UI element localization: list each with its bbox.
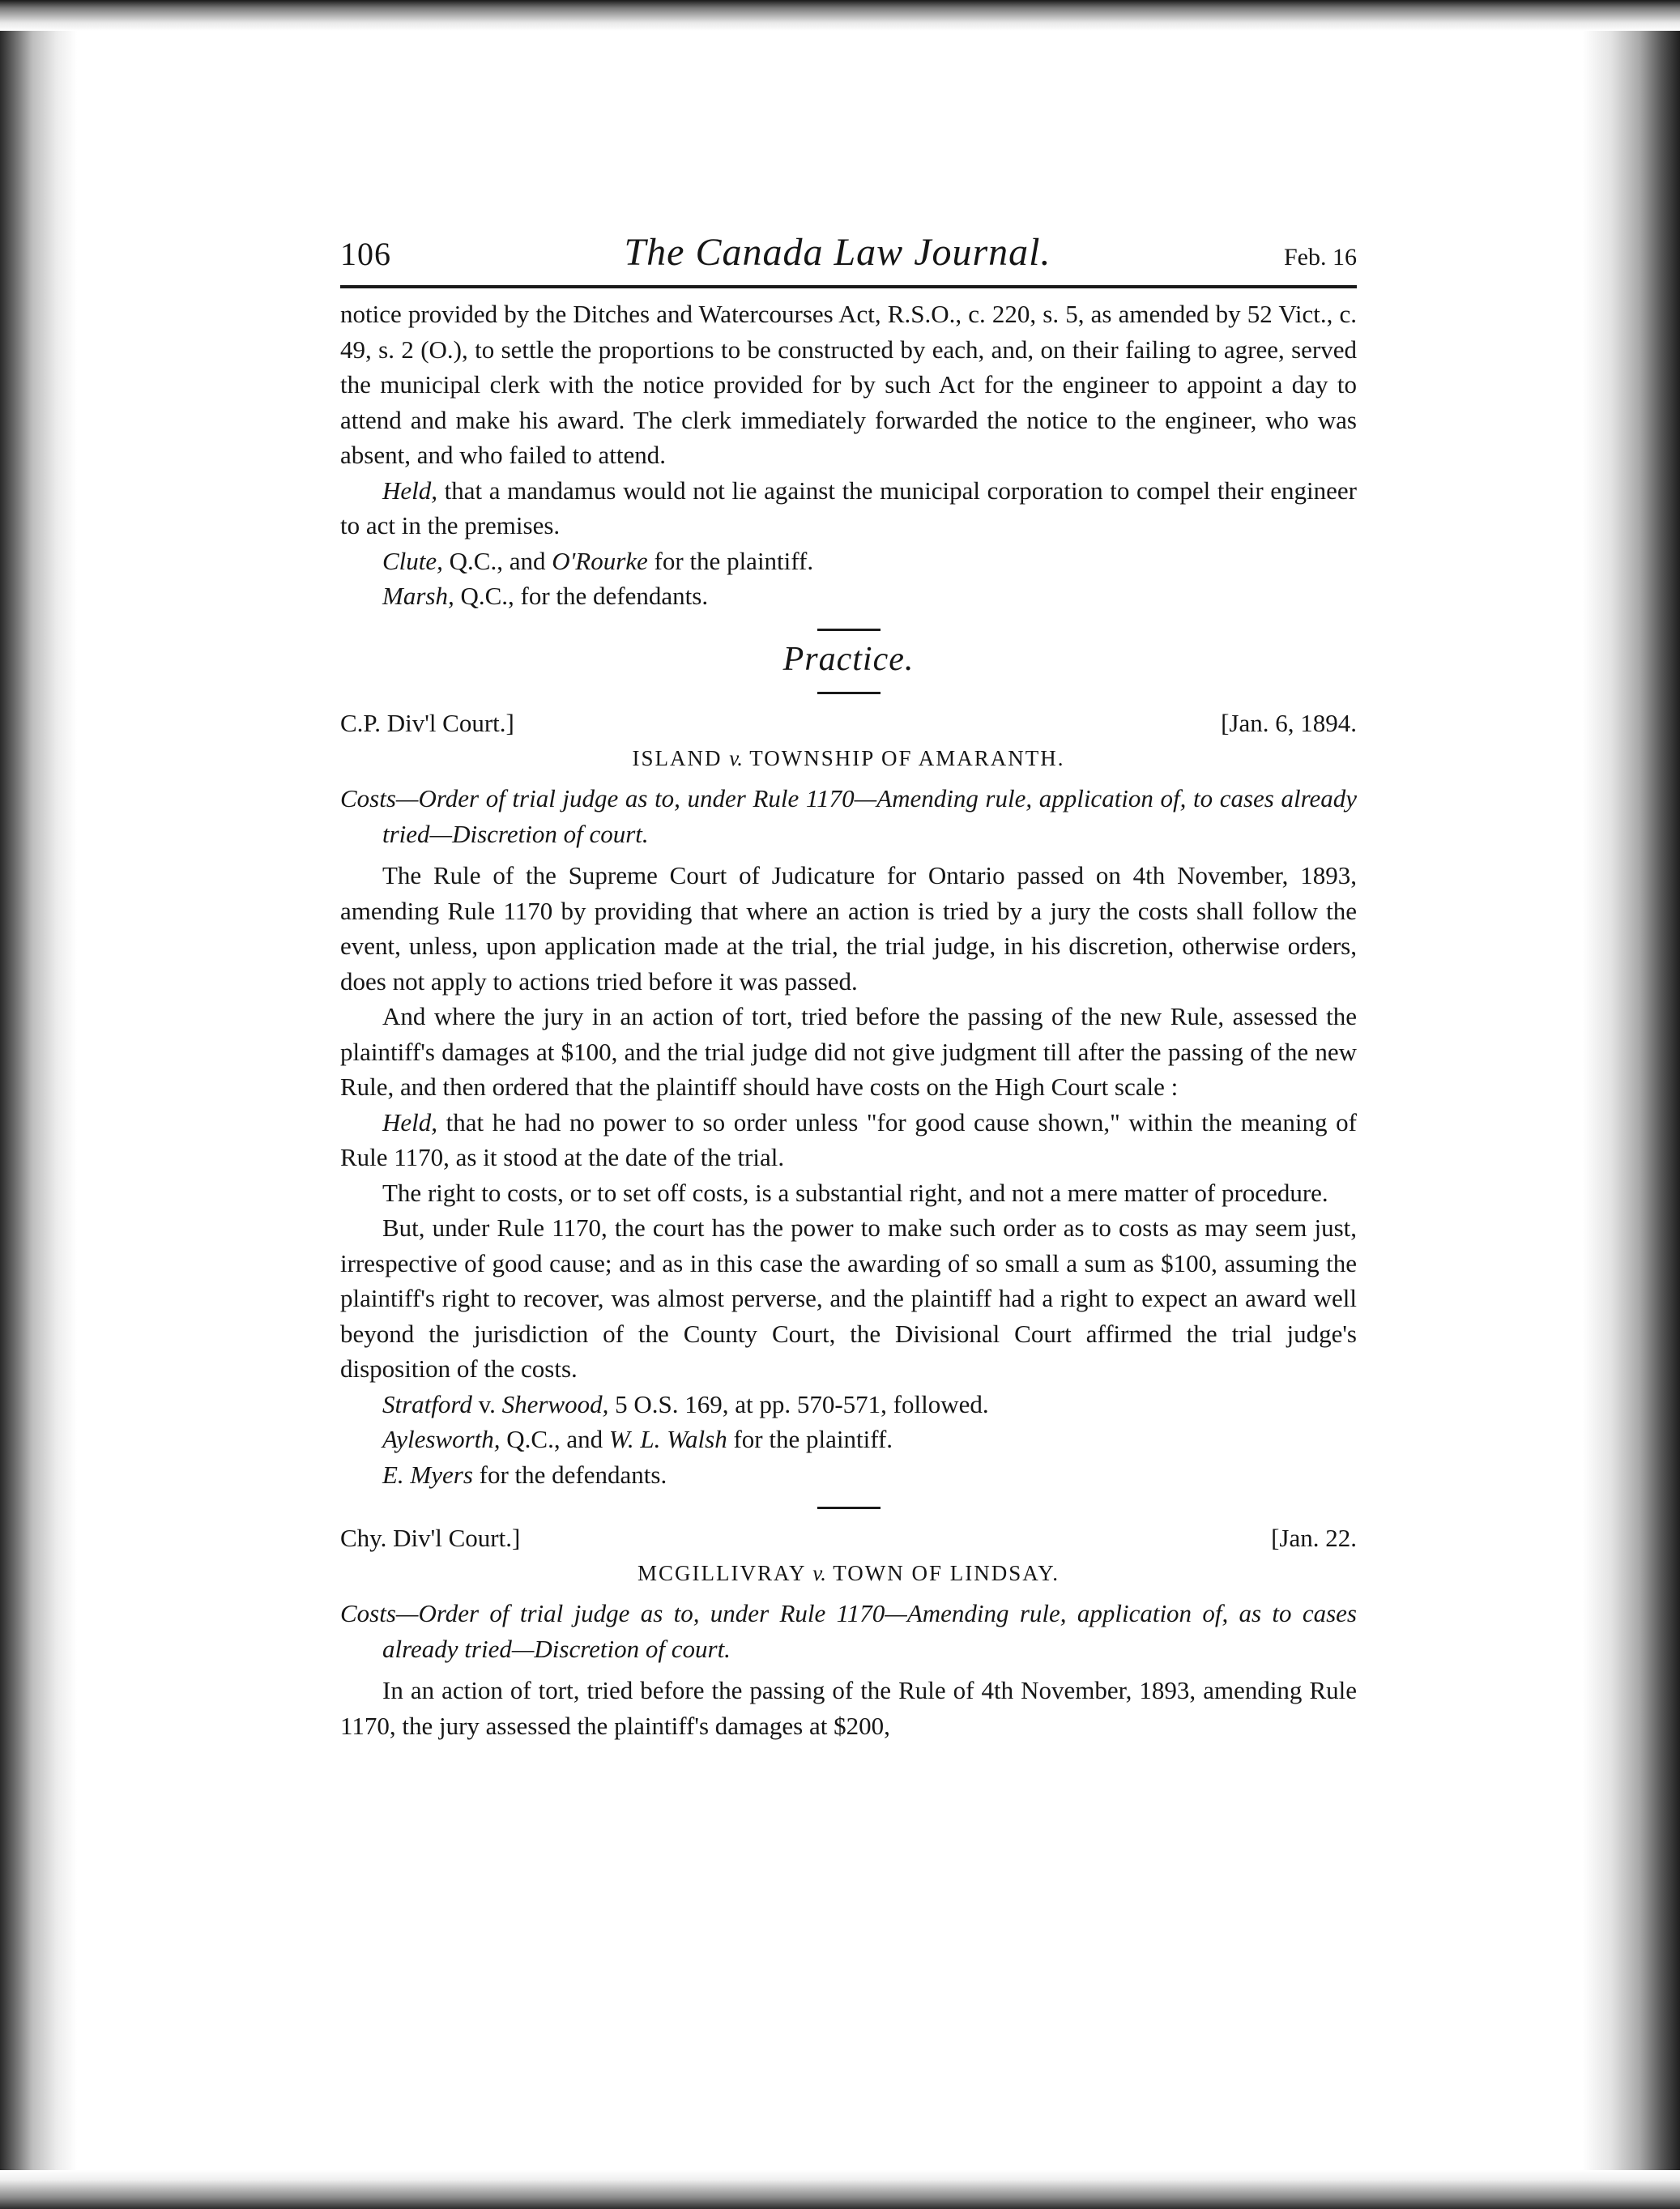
counsel-name: O'Rourke bbox=[552, 546, 648, 575]
case2-date: [Jan. 22. bbox=[1271, 1524, 1357, 1552]
held-label: Held, bbox=[382, 475, 438, 505]
journal-page bbox=[340, 231, 1357, 1743]
case2-paragraph: In an action of tort, tried before the passing of the Rule of 4th November, 1893, amending Rule 1170, the jury assessed the plaintiff's damages at $200, bbox=[340, 1676, 1357, 1740]
counsel-text: Q.C., and bbox=[442, 546, 552, 575]
counsel-text: Q.C., and bbox=[500, 1425, 609, 1453]
case2-court-line bbox=[340, 1520, 1357, 1556]
scan-shadow-left bbox=[0, 0, 77, 2209]
case1-counsel-defendants bbox=[340, 1457, 1357, 1493]
counsel-text: for the plaintiff. bbox=[647, 546, 814, 575]
counsel-name: Marsh, bbox=[382, 582, 454, 610]
citation-text: v. bbox=[471, 1389, 502, 1418]
case2-court: Chy. Div'l Court.] bbox=[340, 1524, 521, 1552]
counsel-name: Aylesworth, bbox=[382, 1425, 501, 1453]
party-name: ISLAND bbox=[632, 745, 723, 770]
case1-paragraph: The Rule of the Supreme Court of Judicature for Ontario passed on 4th November, 1893, amending Rule 1170 by providing that where an action is tried by a jury the costs shall follow the event, unless, upon application made at the trial, the trial judge, in his discretion, otherwise orders, does not apply to actions tried before it was passed. bbox=[340, 861, 1357, 996]
header-rule bbox=[340, 285, 1357, 288]
case1-paragraph: And where the jury in an action of tort, tried before the passing of the new Rule, assessed the plaintiff's damages at $100, and the trial judge did not give judgment till after the passing of the new Rule, and then ordered that the plaintiff should have costs on the High Court scale : bbox=[340, 1002, 1357, 1101]
counsel-text: for the defendants. bbox=[472, 1460, 667, 1489]
citation-party: Stratford bbox=[382, 1389, 472, 1418]
held-text: that a mandamus would not lie against the municipal corporation to compel their engineer to act in the premises. bbox=[340, 475, 1357, 539]
citation-text: 5 O.S. 169, at pp. 570-571, followed. bbox=[608, 1389, 989, 1418]
counsel-name: E. Myers bbox=[382, 1460, 473, 1489]
counsel-text: for the plaintiff. bbox=[727, 1425, 893, 1453]
scan-shadow-right bbox=[1583, 0, 1680, 2209]
scan-shadow-top bbox=[0, 0, 1680, 31]
counsel-plaintiff bbox=[340, 544, 1357, 579]
counsel-name: W. L. Walsh bbox=[608, 1425, 727, 1453]
case1-citation bbox=[340, 1387, 1357, 1422]
running-header bbox=[340, 231, 1357, 284]
case2-title bbox=[340, 1556, 1357, 1592]
section-separator bbox=[817, 629, 881, 631]
case1-paragraph: The right to costs, or to set off costs, is a substantial right, and not a mere matter of procedure. bbox=[382, 1178, 1328, 1207]
counsel-defendants bbox=[340, 578, 1357, 614]
case1-court: C.P. Div'l Court.] bbox=[340, 709, 514, 737]
case1-title bbox=[340, 741, 1357, 777]
held-label: Held, bbox=[382, 1107, 438, 1136]
section-separator bbox=[817, 692, 881, 694]
counsel-text: Q.C., for the defendants. bbox=[454, 582, 709, 610]
case1-court-line bbox=[340, 706, 1357, 741]
versus: v. bbox=[729, 745, 743, 770]
party-name: MCGILLIVRAY bbox=[637, 1560, 806, 1585]
case1-counsel-plaintiff bbox=[340, 1422, 1357, 1457]
header-date: Feb. 16 bbox=[1283, 244, 1357, 271]
counsel-name: Clute, bbox=[382, 546, 443, 575]
page-number: 106 bbox=[340, 236, 391, 272]
citation-party: Sherwood, bbox=[501, 1389, 609, 1418]
continued-paragraph: notice provided by the Ditches and Watercourses Act, R.S.O., c. 220, s. 5, as amended by 52 Vict., c. 49, s. 2 (O.), to settle the proportions to be constructed by each, and, on their failing to agree, served the municipal clerk with the notice provided for by such Act for the engineer to appoint a day to attend and make his award. The clerk immediately forwarded the notice to the engineer, who was absent, and who failed to attend. bbox=[340, 300, 1357, 469]
case1-held-paragraph bbox=[340, 1105, 1357, 1175]
versus: v. bbox=[812, 1560, 826, 1585]
party-name: TOWN OF LINDSAY. bbox=[833, 1560, 1060, 1585]
party-name: TOWNSHIP OF AMARANTH. bbox=[749, 745, 1065, 770]
held-text: that he had no power to so order unless "for good cause shown," within the meaning of Rule 1170, as it stood at the date of the trial. bbox=[340, 1107, 1357, 1171]
journal-title: The Canada Law Journal. bbox=[624, 231, 1051, 274]
case1-headnote: Costs—Order of trial judge as to, under Rule 1170—Amending rule, application of, to cases already tried—Discretion of court. bbox=[340, 784, 1357, 848]
scan-shadow-bottom bbox=[0, 2170, 1680, 2209]
case-separator bbox=[817, 1507, 881, 1509]
section-title: Practice. bbox=[782, 640, 915, 678]
held-paragraph bbox=[340, 473, 1357, 544]
case1-date: [Jan. 6, 1894. bbox=[1221, 709, 1357, 737]
case1-paragraph: But, under Rule 1170, the court has the power to make such order as to costs as may seem just, irrespective of good cause; and as in this case the awarding of so small a sum as $100, assuming the plaintiff's right to recover, was almost perverse, and the plaintiff had a right to expect an award well beyond the jurisdiction of the County Court, the Divisional Court affirmed the trial judge's disposition of the costs. bbox=[340, 1213, 1357, 1383]
case2-headnote: Costs—Order of trial judge as to, under Rule 1170—Amending rule, application of, as to cases already tried—Discretion of court. bbox=[340, 1599, 1357, 1663]
